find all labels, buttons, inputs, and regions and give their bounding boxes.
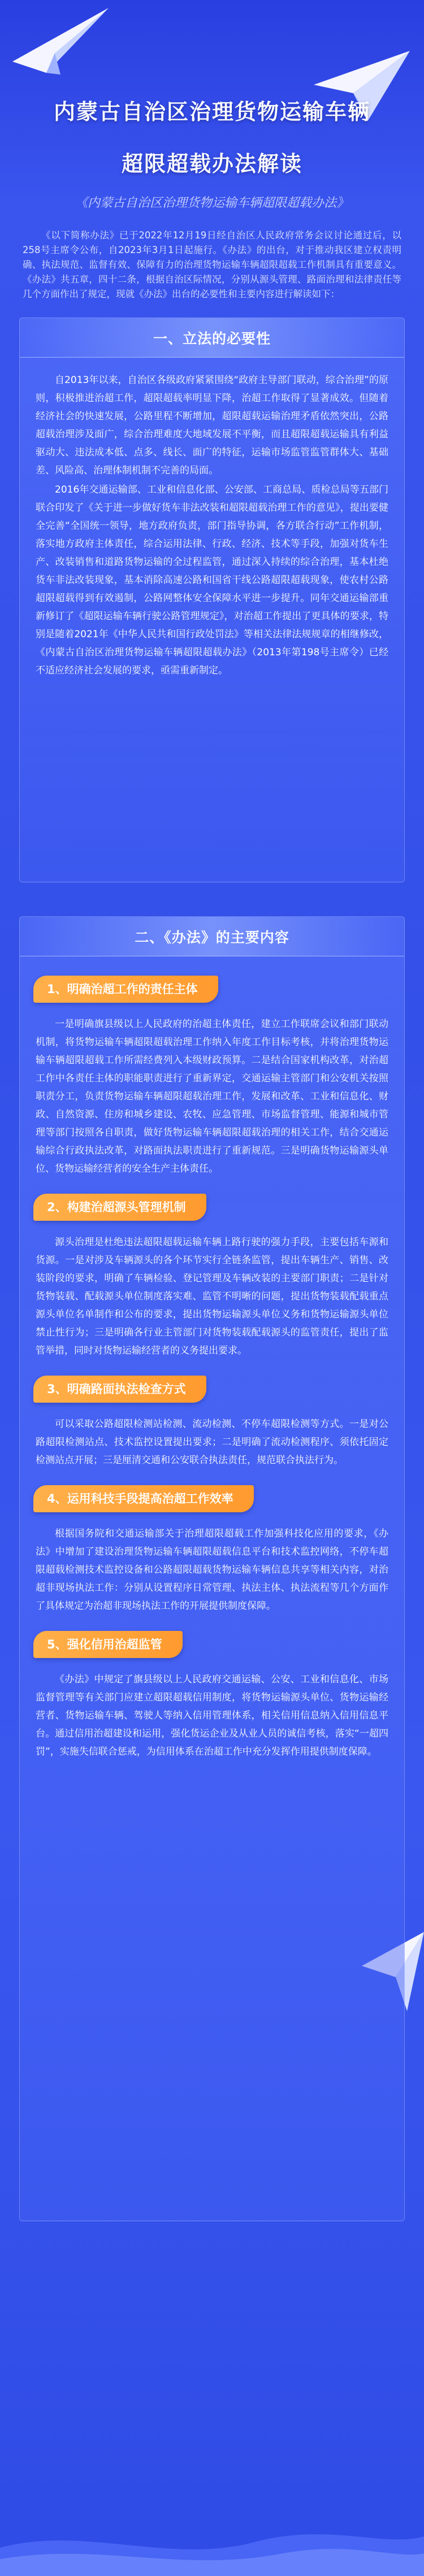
page-subtitle: 《内蒙古自治区治理货物运输车辆超限超载办法》	[75, 196, 349, 210]
item-paragraph: 一是明确旗县级以上人民政府的治超主体责任，建立工作联席会议和部门联动机制，将货物运输车辆超限超载治理工作纳入年度工作目标考核，并将治理货物运输车辆超限超载工作所需经费列入本级财政预算。二是结合国家机构改革，对治超工作中各责任主体的职能职责进行了重新界定，交通运输主管部门和公安机关按照职责分工，负责货物运输车辆超限超载治理工作，发展和改革、工业和信息化、财政、自然资源、住房和城乡建设、农牧、应急管理、市场监督管理、能源和城市管理等部门按照各自职责，做好货物运输车辆超限超载治理的相关工作，结合交通运输综合行政执法改革，对路面执法职责进行了重新规范。三是明确货物运输源头单位、货物运输经营者的安全生产主体责任。	[36, 1019, 388, 1174]
item-paragraph: 根据国务院和交通运输部关于治理超限超载工作加强科技化应用的要求，《办法》中增加了建设治理货物运输车辆超限超载信息平台和技术监控网络，不停车超限超载检测技术监控设备和公路超限超载货物运输车辆信息共享等相关内容，对治超非现场执法工作：分别从设置程序日常管理、执法主体、执法流程等几个方面作了具体规定为治超非现场执法工作的开展提供制度保障。	[36, 1528, 388, 1612]
item-heading: 4、运用科技手段提高治超工作效率	[33, 1485, 254, 1512]
body-paragraph: 自2013年以来，自治区各级政府紧紧围绕“政府主导部门联动，综合治理”的原则，积极推进治超工作，超限超载率明显下降，治超工作取得了显著成效。但随着经济社会的快速发展，公路里程不断增加，超限超载运输治理矛盾依然突出，公路超载治理涉及面广，综合治理难度大地域发展不平衡，而且超限超载运输具有利益驱动大、违法成本低、点多、线长、面广的特征，运输市场监管监管群体大、基础差、风险高、治理体制机制不完善的局面。	[36, 375, 388, 476]
page-title: 内蒙古自治区治理货物运输车辆	[53, 99, 370, 124]
item-paragraph: 《办法》中规定了旗县级以上人民政府交通运输、公安、工业和信息化、市场监督管理等有关部门应建立超限超载信用制度，将货物运输源头单位、货物运输经营者、货物运输车辆、驾驶人等纳入信用管理体系，相关信用信息纳入信用信息平台。通过信用治超建设和运用，强化货运企业及从业人员的诚信考核，落实“一超四罚”，实施失信联合惩戒，为信用体系在治超工作中充分发挥作用提供制度保障。	[36, 1674, 388, 1757]
hero-header	[0, 0, 424, 215]
body-paragraph: 2016年交通运输部、工业和信息化部、公安部、工商总局、质检总局等五部门联合印发了《关于进一步做好货车非法改装和超限超载治理工作的意见》，提出要健全完善“全国统一领导，地方政府负责，部门指导协调，各方联合行动”工作机制，落实地方政府主体责任，综合运用法律、行政、经济、技术等手段，加强对货车生产、改装销售和道路货物运输的全过程监管，通过深入持续的综合治理，基本杜绝货车非法改装现象，基本消除高速公路和国省干线公路超限超载现象，使农村公路超限超载得到有效遏制，公路网整体安全保障水平进一步提升。同年交通运输部重新修订了《超限运输车辆行驶公路管理规定》，对治超工作提出了更具体的要求，特别是随着2021年《中华人民共和国行政处罚法》等相关法律法规规章的相继修改，《内蒙古自治区治理货物运输车辆超限超载办法》（2013年第198号主席令）已经不适应经济社会发展的要求，亟需重新制定。	[36, 484, 388, 676]
item-heading: 1、明确治超工作的责任主体	[33, 976, 218, 1003]
item-heading: 5、强化信用治超监管	[33, 1631, 183, 1658]
intro-paragraph: 《以下简称办法》已于2022年12月19日经自治区人民政府常务会议讨论通过后，以258号主席令公布，自2023年3月1日起施行。《办法》的出台，对于推动我区建立权责明确、执法规范、监督有效、保障有力的治理货物运输车辆超限超载工作机制具有重要意义。《办法》共五章，四十二条，根据自治区际情况，分别从源头管理、路面治理和法律责任等几个方面作出了规定，现就《办法》出台的必要性和主要内容进行解读如下：	[23, 230, 401, 299]
item-heading: 2、构建治超源头管理机制	[33, 1194, 206, 1221]
page-title-line2: 超限超载办法解读	[121, 151, 302, 176]
section-title: 一、立法的必要性	[20, 318, 404, 358]
section-main-content	[19, 916, 405, 2221]
item-paragraph: 可以采取公路超限检测站检测、流动检测、不停车超限检测等方式。一是对公路超限检测站点、技术监控设置提出要求；二是明确了流动检测程序、须依托固定检测站点开展；三是厘清交通和公安联合执法责任，规范联合执法行为。	[36, 1418, 388, 1466]
item-paragraph: 源头治理是杜绝违法超限超载运输车辆上路行驶的强力手段，主要包括车源和货源。一是对涉及车辆源头的各个环节实行全链条监管，提出车辆生产、销售、改装阶段的要求，明确了车辆检验、登记管理及车辆改装的主要部门职责；二是针对货物装载、配载源头单位制度落实难、监管不明晰的问题，提出货物装载配载重点源头单位名单制作和公布的要求，提出货物运输源头单位义务和货物运输源头单位禁止性行为；三是明确各行业主管部门对货物装载配载源头的监管责任，提出了监管举措，同时对货物运输经营者的义务提出要求。	[36, 1237, 388, 1356]
section-title: 二、《办法》的主要内容	[20, 917, 404, 956]
bottom-wave-decoration	[0, 2514, 424, 2576]
item-heading: 3、明确路面执法检查方式	[33, 1376, 206, 1403]
section-necessity	[19, 317, 405, 882]
